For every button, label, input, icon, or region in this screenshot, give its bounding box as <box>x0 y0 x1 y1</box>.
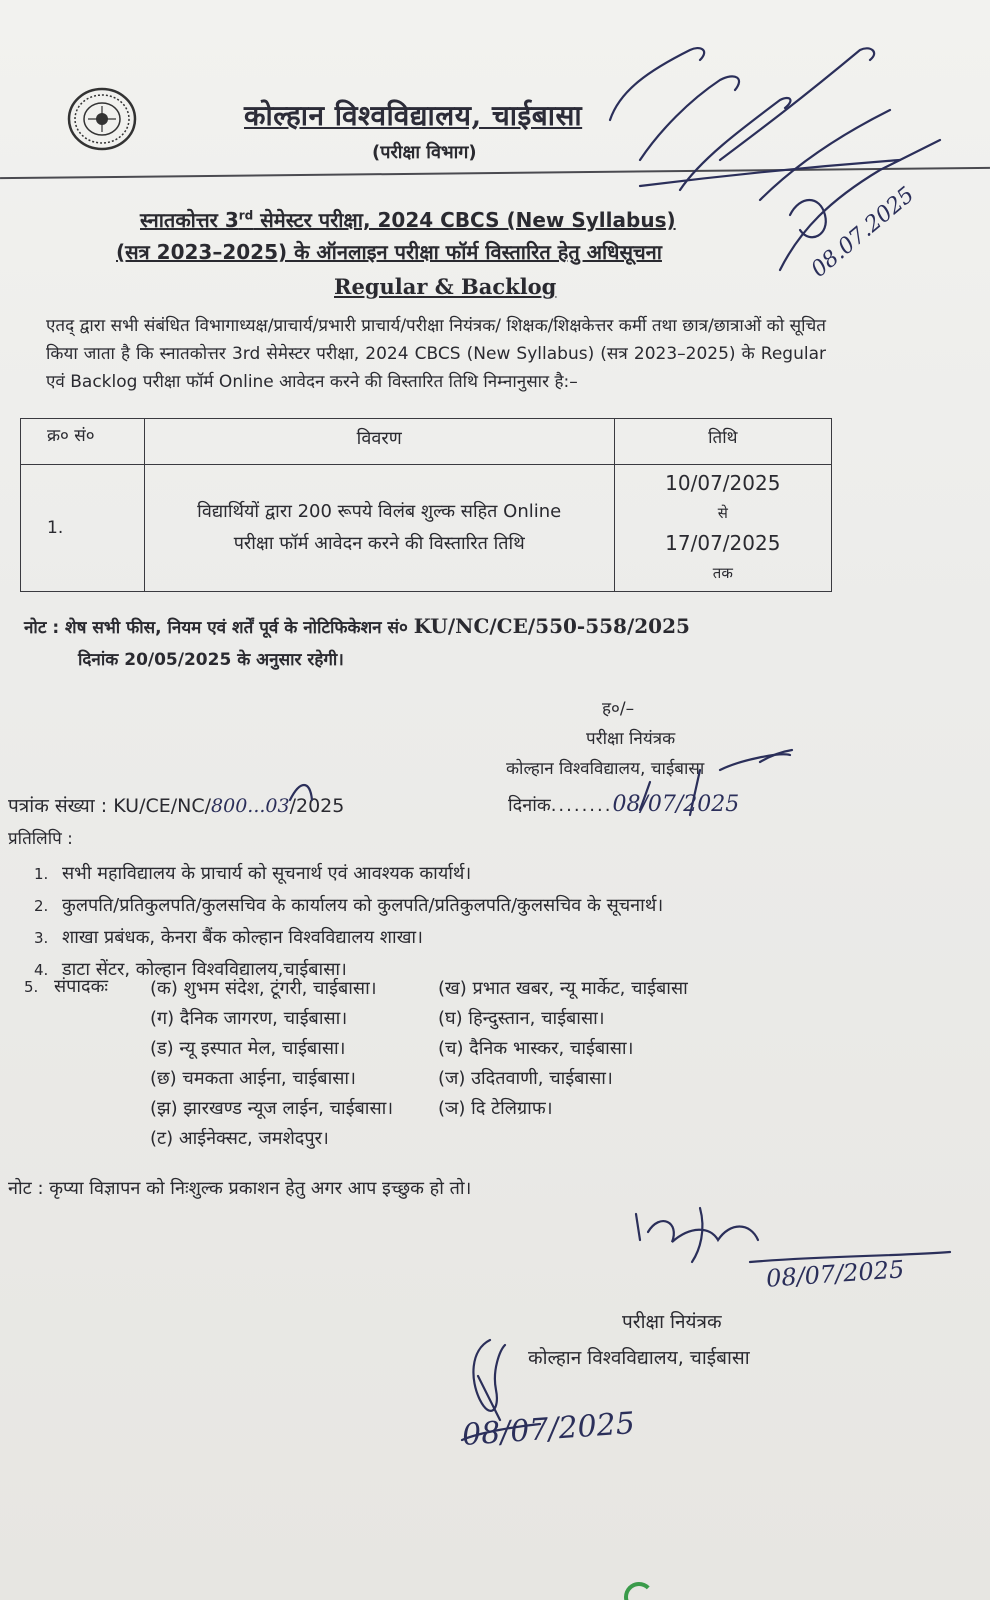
editors-label: 5. संपादकः <box>24 976 109 997</box>
list-item: (छ) चमकता आईना, चाईबासा। (ज) उदितवाणी, चाईबासा। <box>150 1068 613 1089</box>
notice-heading-line3: Regular & Backlog <box>334 274 557 299</box>
list-item: 3. शाखा प्रबंधक, केनरा बैंक कोल्हान विश्वविद्यालय शाखा। <box>34 927 423 948</box>
list-item: (ट) आईनेक्सट, जमशेदपुर। <box>150 1128 329 1149</box>
margin-note-date: 08.07.2025 <box>806 182 920 283</box>
col-serial-header: क्र० सं० <box>21 419 145 465</box>
list-item: (ड) न्यू इस्पात मेल, चाईबासा। (च) दैनिक भास्कर, चाईबासा। <box>150 1038 634 1059</box>
department-label: (परीक्षा विभाग) <box>372 142 477 163</box>
row-description: विद्यार्थियों द्वारा 200 रूपये विलंब शुल्क सहित Online परीक्षा फॉर्म आवेदन करने की विस्तारित तिथि <box>144 465 614 592</box>
publication-note: नोट : कृप्या विज्ञापन को निःशुल्क प्रकाशन हेतु अगर आप इच्छुक हो तो। <box>8 1178 472 1199</box>
previous-notification-ref: KU/NC/CE/550-558/2025 <box>413 614 690 638</box>
notice-paragraph: एतद् द्वारा सभी संबंधित विभागाध्यक्ष/प्राचार्य/प्रभारी प्राचार्य/परीक्षा नियंत्रक/ शिक्षक/शिक्षकेत्तर कर्मी तथा छात्र/छात्राओं को सूचित किया जाता है कि स्नातकोत्तर 3rd सेमेस्टर परीक्षा, 2024 CBCS (New Syllabus) (सत्र 2023–2025) के Regular एवं Backlog परीक्षा फॉर्म Online आवेदन करने की विस्तारित तिथि निम्नानुसार है:– <box>46 316 826 392</box>
col-date-header: तिथि <box>614 419 831 465</box>
date-from: 10/07/2025 <box>665 471 781 495</box>
copy-to-label: प्रतिलिपि : <box>8 829 73 849</box>
list-item: 4. डाटा सेंटर, कोल्हान विश्वविद्यालय,चाईबासा। <box>34 959 347 980</box>
row-dates: 10/07/2025 से 17/07/2025 तक <box>614 465 831 592</box>
bottom-handwritten-date: 08/07/2025 <box>460 1406 636 1453</box>
letter-number: पत्रांक संख्या : KU/CE/NC/800...03/2025 <box>8 795 345 817</box>
list-item: (क) शुभम संदेश, टूंगरी, चाईबासा। (ख) प्रभात खबर, न्यू मार्केट, चाईबासा <box>150 978 688 999</box>
fee-note: नोट : शेष सभी फीस, नियम एवं शर्तें पूर्व के नोटिफिकेशन सं० KU/NC/CE/550-558/2025 दिनांक 20/05/2025 के अनुसार रहेगी। <box>24 614 690 670</box>
list-item: 2. कुलपति/प्रतिकुलपति/कुलसचिव के कार्यालय को कुलपति/प्रतिकुलपति/कुलसचिव के सूचनार्थ। <box>34 895 664 916</box>
controller-signature-block: ह०/– परीक्षा नियंत्रक कोल्हान विश्वविद्यालय, चाईबासा <box>506 699 705 779</box>
date-to: 17/07/2025 <box>665 531 781 555</box>
list-item: (ग) दैनिक जागरण, चाईबासा। (घ) हिन्दुस्तान, चाईबासा। <box>150 1008 605 1029</box>
notice-heading-line2: (सत्र 2023–2025) के ऑनलाइन परीक्षा फॉर्म विस्तारित हेतु अधिसूचना <box>116 240 662 264</box>
letter-date: दिनांक........08/07/2025 <box>508 792 740 817</box>
list-item: (झ) झारखण्ड न्यूज लाईन, चाईबासा। (ञ) दि टेलिग्राफ। <box>150 1098 553 1119</box>
col-desc-header: विवरण <box>144 419 614 465</box>
row-serial: 1. <box>21 465 145 592</box>
list-item: 1. सभी महाविद्यालय के प्राचार्य को सूचनार्थ एवं आवश्यक कार्यार्थ। <box>34 863 472 884</box>
final-signature-block: परीक्षा नियंत्रक कोल्हान विश्वविद्यालय, चाईबासा <box>528 1311 750 1369</box>
notice-heading-line1: स्नातकोत्तर 3rd सेमेस्टर परीक्षा, 2024 CBCS (New Syllabus) <box>140 208 676 232</box>
university-title: कोल्हान विश्वविद्यालय, चाईबासा <box>244 99 583 132</box>
signature-date: 08/07/2025 <box>765 1255 906 1293</box>
